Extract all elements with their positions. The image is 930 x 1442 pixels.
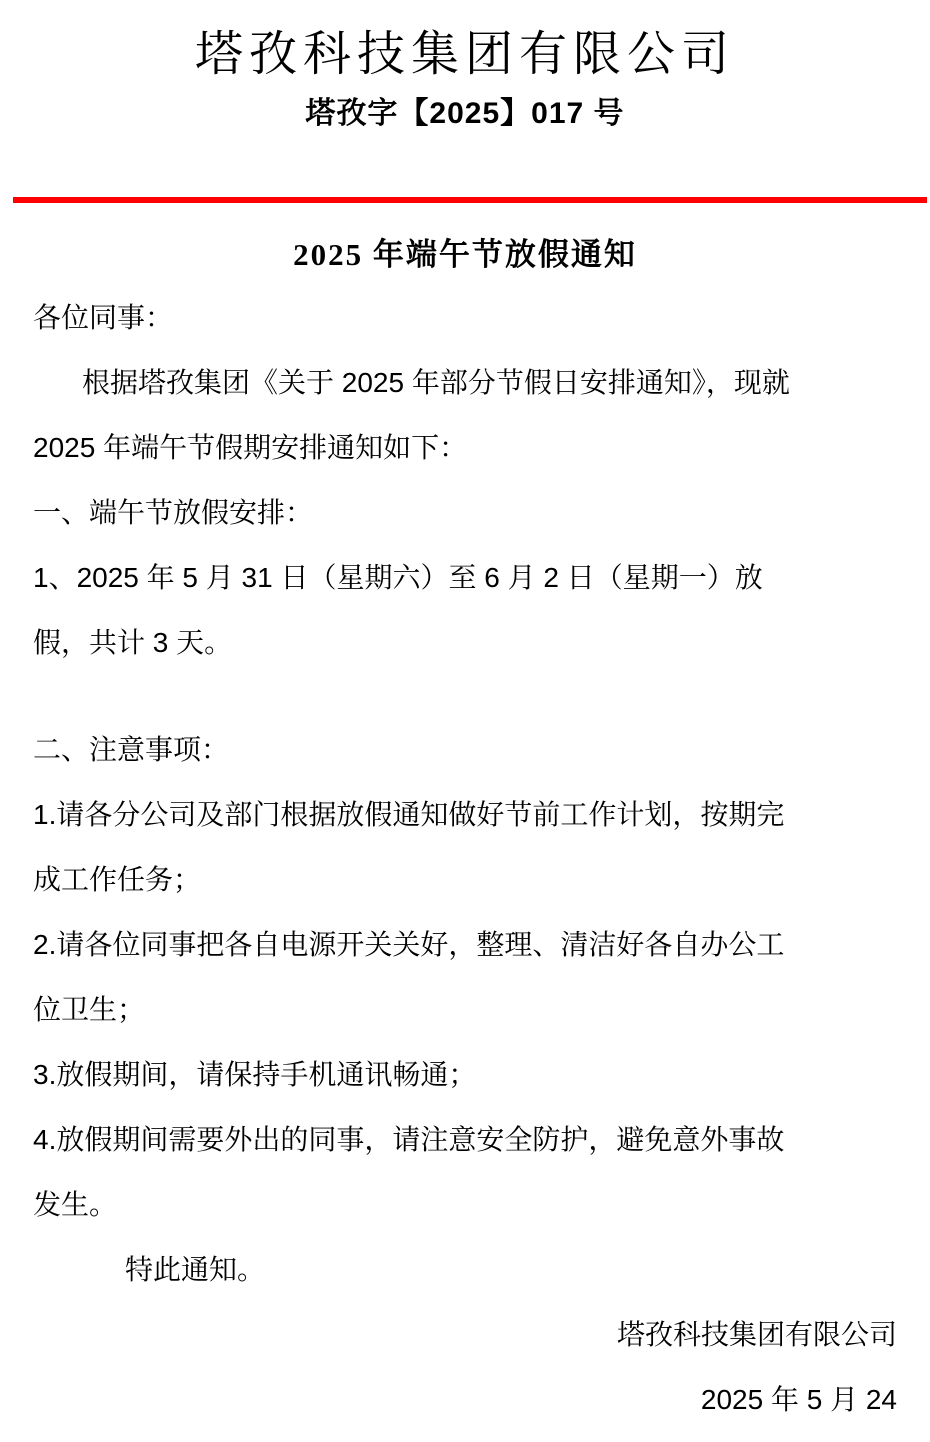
signature-block xyxy=(0,1302,930,1432)
body-line: 位卫生； xyxy=(33,994,146,1025)
signature-date: 2025 年 5 月 24 xyxy=(700,1384,897,1415)
body-line: 3.放假期间，请保持手机通讯畅通； xyxy=(33,1059,477,1090)
body-line: 2.请各位同事把各自电源开关关好，整理、清洁好各自办公工 xyxy=(33,929,785,960)
company-title: 塔孜科技集团有限公司 xyxy=(194,28,735,81)
notice-title: 2025 年端午节放假通知 xyxy=(293,237,637,272)
closing-line: 特此通知。 xyxy=(125,1254,266,1285)
body-line: 1.请各分公司及部门根据放假通知做好节前工作计划，按期完 xyxy=(33,799,785,830)
document-number: 塔孜字【2025】017 号 xyxy=(305,97,625,130)
section-heading-line: 二、注意事项： xyxy=(33,734,230,765)
salutation-line: 各位同事： xyxy=(33,302,174,333)
body-line: 根据塔孜集团《关于 2025 年部分节假日安排通知》，现就 xyxy=(82,367,790,398)
body-line: 假，共计 3 天。 xyxy=(33,627,233,658)
section-gap xyxy=(33,675,900,717)
body-line: 1、2025 年 5 月 31 日（星期六）至 6 月 2 日（星期一）放 xyxy=(33,562,763,593)
red-divider xyxy=(13,197,927,203)
signature-company: 塔孜科技集团有限公司 xyxy=(616,1319,897,1350)
body-line: 2025 年端午节假期安排通知如下： xyxy=(33,432,468,463)
body-line: 成工作任务； xyxy=(33,864,202,895)
notice-body xyxy=(0,285,930,1302)
section-heading-line: 一、端午节放假安排： xyxy=(33,497,314,528)
body-line: 发生。 xyxy=(33,1189,118,1220)
body-line: 4.放假期间需要外出的同事，请注意安全防护，避免意外事故 xyxy=(33,1124,785,1155)
